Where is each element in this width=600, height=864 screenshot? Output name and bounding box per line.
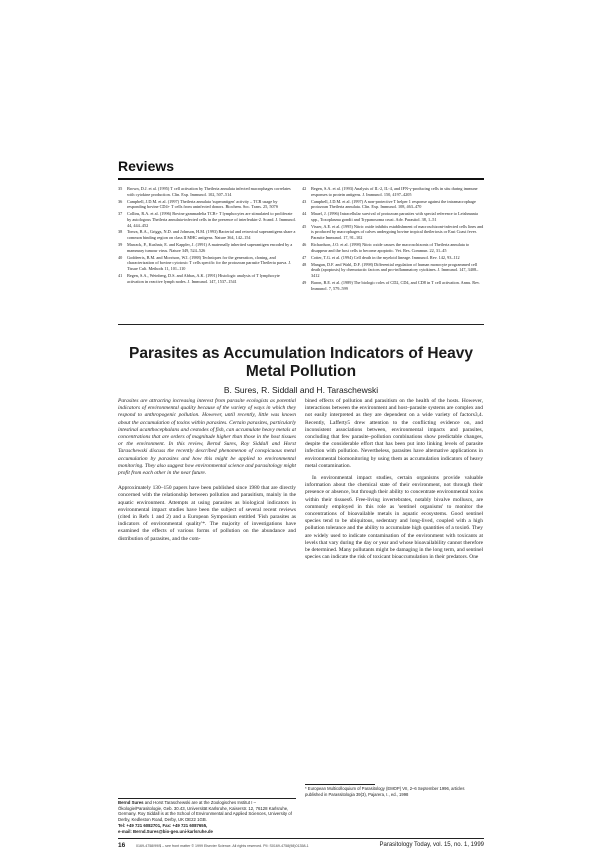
body-paragraph-2: In environmental impact studies, certain organisms provide valuable information about the chemical state of their environment, not through their presence or absence, but through their ability to concentrate environmental toxins within their tissues6. Free-living invertebrates, notably bivalve molluscs, are commonly employed in this role as 'sentinel organisms' to monitor the concentrations of bioavailable metals in aquatic ecosystems. Good sentinel species tend to be ubiquitous, sedentary and long-lived, coupled with a high pollution tolerance and the ability to accumulate high quantities of a toxin6. They are widely used to indicate contamination of the environment with toxicants at levels that vary during the day or year and whose bioavailability cannot therefore be determined. Many pollutants might be damaging in the long term, and sentinel species can indicate the risk of toxicant bioaccumulation in their predators. One xyxy=(305,475,483,561)
reference-list-right xyxy=(302,186,484,292)
reference-item xyxy=(118,242,296,253)
reference-item xyxy=(302,280,484,291)
affiliation-name: Bernd Sures xyxy=(118,800,144,805)
reference-text: Mangan, D.F. and Wahl, D.F. (1998) Differential regulation of human monocyte programmed cell death (apoptosis) by chemotactic factors and pro-inflammatory cytokines. J. Immunol. 147, 3408–3412 xyxy=(311,261,479,278)
reference-number: 49 xyxy=(302,279,307,285)
reference-item xyxy=(302,262,484,279)
reference-item xyxy=(302,199,484,210)
reference-text: Campbell, J.D.M. et al. (1997) A non-protective T helper 1 response against the intramacrophage protozoan Theileria annulata. Clin. Exp. Immunol. 108, 463–470 xyxy=(311,198,476,210)
left-column xyxy=(118,398,296,548)
reference-text: Baron, B.E. et al. (1989) The biologic roles of CD2, CD4, and CD8 in T cell activation. Annu. Rev. Immunol. 7, 579–599 xyxy=(311,279,480,291)
reference-number: 41 xyxy=(118,272,123,278)
reference-number: 35 xyxy=(118,186,123,191)
affiliation-email[interactable]: e-mail: Bernd.Sures@bio-geo.uni-karlsruhe.de xyxy=(118,828,213,834)
reference-item xyxy=(302,186,484,197)
reference-number: 42 xyxy=(302,186,307,191)
reference-text: Cotter, T.G. et al. (1994) Cell death in the myeloid lineage. Immunol. Rev. 142, 93–112 xyxy=(311,254,460,260)
reference-number: 37 xyxy=(118,211,123,217)
reference-item xyxy=(118,211,296,228)
reference-item xyxy=(302,224,484,241)
reference-item xyxy=(302,255,484,261)
reference-item xyxy=(302,211,484,222)
reference-text: Begen, S.A., Weinberg, D.S. and Abbas, A.K. (1991) Histologic analysis of T lymphocyte activation in reactive lymph nodes. J. Immunol. 147, 1537–1541 xyxy=(127,272,280,284)
reference-number: 48 xyxy=(302,261,307,267)
article-divider xyxy=(118,324,484,325)
abstract: Parasites are attracting increasing interest from parasite ecologists as potential indicators of environmental quality because of the variety of ways in which they respond to anthropogenic pollution. However, until recently, little was known about the accumulation of toxins within parasites. Certain parasites, particularly intestinal acanthocephalans and cestodes of fish, can accumulate heavy metals at concentrations that are orders of magnitude higher than those in the host tissues or the environment. In this review, Bernd Sures, Roy Siddall and Horst Taraschewski discuss the recently described phenomenon of conspicuous metal accumulation by parasites and how this might be applied to environmental monitoring. They also suggest how environmental science and parasitology might profit from each other in the near future. xyxy=(118,398,297,477)
footnote: * European Multicolloquium of Parasitology (EMOP) VII, 2–6 September 1996, articles published in Parassitologia 39(3), Pajarera, I., ed., 1998 xyxy=(305,786,465,797)
article-authors: B. Sures, R. Siddall and H. Taraschewski xyxy=(223,385,379,395)
reference-text: Richardson, J.O. et al. (1998) Nitric oxide causes the macroschizonts of Theileria annulata to disappear and the host cells to become apoptotic. Vet. Res. Commun. 22, 31–45 xyxy=(311,242,470,253)
reference-item xyxy=(118,273,296,284)
affiliation-text: and Horst Taraschewski are at the Zoologisches Institut I – Ökologie/Parasitologie, Geb. 30.43, Universität Karlsruhe, Kaiserstr. 12, 76128 Karlsruhe, Germany. Roy Siddall is at the School of Environmental and Applied Sciences, University of Derby, Kedleston Road, Derby, UK DE22 1GB. xyxy=(118,800,292,823)
reference-text: Goddeeris, B.M. and Morrison, W.I. (1988) Techniques for the generation, cloning, and characterization of bovine cytotoxic T cells specific for the protozoan parasite Theileria parva. J. Tissue Cult. Methods 11, 101–110 xyxy=(127,254,292,272)
reference-number: 36 xyxy=(118,198,123,204)
reference-text: Begen, S.A. et al. (1993) Analysis of IL-2, IL-4, and IFN-γ-producing cells in situ during immune responses to protein antigens. J. Immunol. 150, 4197–4205 xyxy=(311,186,478,197)
reference-number: 46 xyxy=(302,242,307,248)
intro-paragraph: Approximately 130–150 papers have been published since 1980 that are directly concerned with the relationship between pollution and parasitism, mainly in the aquatic environment. Attempts at using parasites as biological indicators in environmental impact studies have been the subject of several recent reviews (cited in Refs 1 and 2) and a European Symposium entitled 'Fish parasites as indicators of environmental quality'*. The majority of investigations have examined the effects of various forms of pollution on the abundance and distribution of parasites, and the com- xyxy=(118,485,296,542)
section-title: Reviews xyxy=(118,158,175,174)
reference-text: Collins, R.A. et al. (1996) Bovine gammadelta TCR+ T lymphocytes are stimulated to proliferate by autologous Theileria annulata-infected cells in the presence of interleukin-2. Scand. J. Immunol. 44, 444–452 xyxy=(127,211,296,228)
right-column xyxy=(305,398,483,566)
footer-rule xyxy=(118,838,484,839)
reference-text: Visser, A.E. et al. (1995) Nitric oxide inhibits establishment of macroschizont-infected cells lines and is produced by macrophages of calves undergoing bovine tropical theileriosis or East Coast fever. Parasite Immunol. 17, 91–102 xyxy=(311,223,484,241)
reference-text: Brown, D.J. et al. (1995) T cell activation by Theileria annulata infected macrophages correlates with cytokine production. Clin. Exp. Immunol. 102, 507–514 xyxy=(127,186,291,197)
affiliation-phone: Tel: +49 721 6082701, Fax: +49 721 6087655, xyxy=(118,822,208,828)
footnote-rule xyxy=(305,784,375,785)
reference-text: Campbell, J.D.M. et al. (1997) Theileria annulata 'superantigen' activity – TCR usage by responding bovine CD4+ T cells from uninfected donors. Biochem. Soc. Trans. 25, 507S xyxy=(127,198,279,210)
reference-text: Marrack, P., Kushnir, E. and Kappler, J. (1991) A maternally inherited superantigen encoded by a mammary tumour virus. Nature 349, 524–526 xyxy=(127,242,293,253)
reference-number: 40 xyxy=(118,254,123,260)
article-title: Parasites as Accumulation Indicators of Heavy Metal Pollution xyxy=(129,345,473,380)
copyright-line: 0169-4758/99/$ – see front matter © 1999 Elsevier Science. All rights reserved. PII: S0169-4758(98)01358-1 xyxy=(136,844,309,848)
reference-item xyxy=(118,255,296,272)
reference-number: 38 xyxy=(118,229,123,235)
reference-text: Tonva, B.A., Griggs, N.D. and Johnson, H.M. (1993) Bacterial and retroviral superantigens share a common binding region on class II MHC antigens. Nature 364, 142–154 xyxy=(127,229,296,241)
reference-item xyxy=(118,229,296,240)
page-number: 16 xyxy=(118,842,126,849)
reference-number: 45 xyxy=(302,223,307,229)
reference-text: Mauel, J. (1996) Intracellular survival of protozoan parasites with special reference to Leishmania spp., Toxoplasma gondii and Trypanosoma cruzi. Adv. Parasitol. 38, 1–51 xyxy=(311,211,478,222)
affiliation-rule xyxy=(118,798,296,799)
author-affiliation xyxy=(118,800,296,834)
section-rule xyxy=(118,178,484,180)
journal-citation: Parasitology Today, vol. 15, no. 1, 1999 xyxy=(379,842,484,848)
reference-list-left xyxy=(118,186,296,286)
body-paragraph-1: bined effects of pollution and parasitism on the health of the hosts. However, interactions between the environment and host–parasite systems are complex and not easily interpreted as they are dependent on a wide variety of factors3,4. Recently, Lafferty5 drew attention to the conflicting evidence on, and inconsistent associations between, environmental impacts and parasites, concluding that few parasite–pollution combinations show predictable changes, despite the considerable effort that has been put into linking levels of parasite infection with pollution. Nevertheless, parasites have alternative applications in environmental biomonitoring by using them as accumulation indicators of heavy metal contamination. xyxy=(305,398,483,469)
reference-number: 39 xyxy=(118,242,123,248)
reference-item xyxy=(118,199,296,210)
reference-number: 44 xyxy=(302,211,307,217)
reference-item xyxy=(302,242,484,253)
reference-number: 43 xyxy=(302,198,307,204)
reference-item xyxy=(118,186,296,197)
reference-number: 47 xyxy=(302,254,307,260)
